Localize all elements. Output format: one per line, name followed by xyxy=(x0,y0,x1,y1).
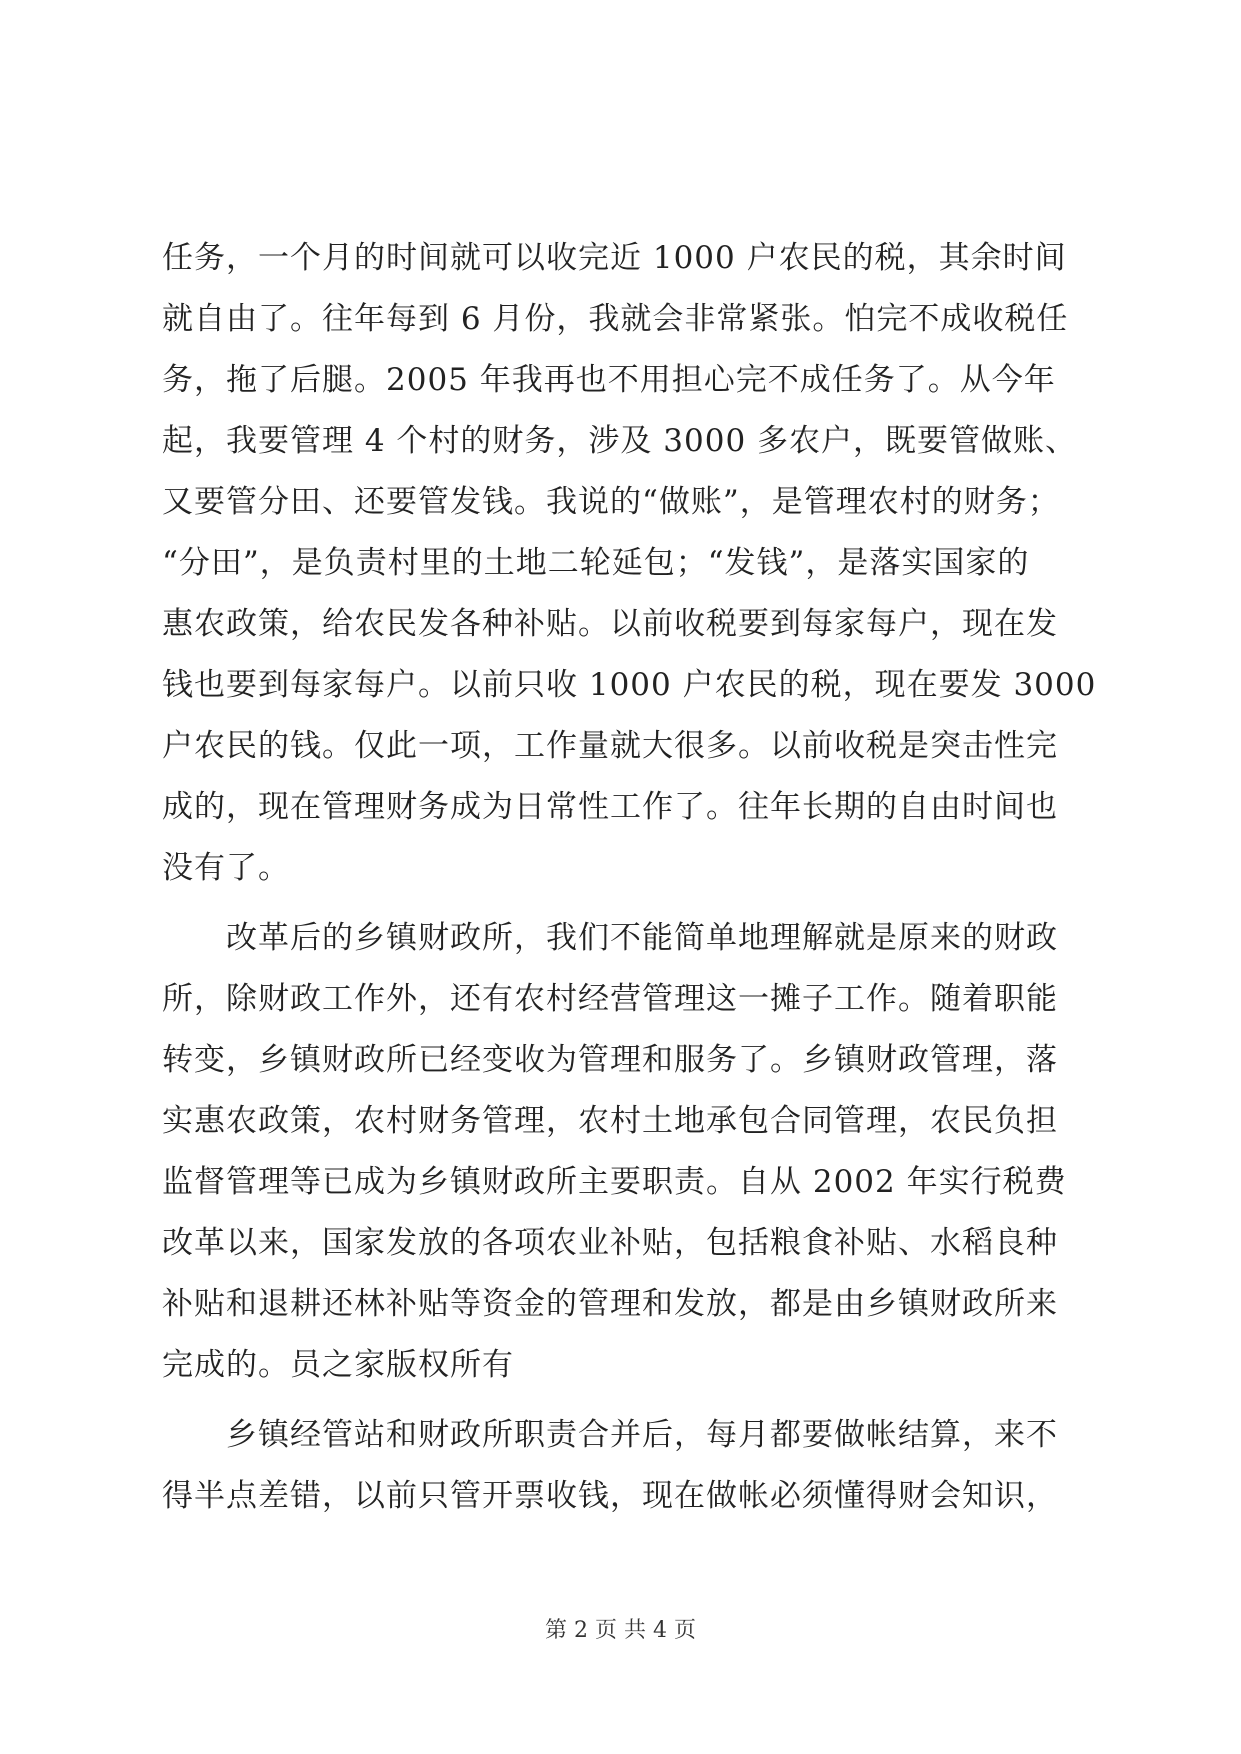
text-line: 户农民的钱。仅此一项，工作量就大很多。以前收税是突击性完 xyxy=(162,728,1058,764)
text-line: 监督管理等已成为乡镇财政所主要职责。自从 2002 年实行税费 xyxy=(162,1164,1067,1200)
page-number-label: 第 2 页 共 4 页 xyxy=(545,1618,696,1643)
text-line: 又要管分田、还要管发钱。我说的“做账”，是管理农村的财务； xyxy=(162,484,1060,520)
text-line: 惠农政策，给农民发各种补贴。以前收税要到每家每户，现在发 xyxy=(162,606,1058,642)
text-line: 改革以来，国家发放的各项农业补贴，包括粮食补贴、水稻良种 xyxy=(162,1225,1058,1261)
paragraph-2 xyxy=(162,908,1082,1396)
paragraph-spacing xyxy=(162,899,1082,908)
text-line: 钱也要到每家每户。以前只收 1000 户农民的税，现在要发 3000 xyxy=(162,667,1097,703)
text-line: 任务，一个月的时间就可以收完近 1000 户农民的税，其余时间 xyxy=(162,240,1067,276)
text-line: 转变，乡镇财政所已经变收为管理和服务了。乡镇财政管理，落 xyxy=(162,1042,1058,1078)
text-line: “分田”，是负责村里的土地二轮延包；“发钱”，是落实国家的 xyxy=(162,545,1030,581)
text-line: 务，拖了后腿。2005 年我再也不用担心完不成任务了。从今年 xyxy=(162,362,1056,398)
text-line: 补贴和退耕还林补贴等资金的管理和发放，都是由乡镇财政所来 xyxy=(162,1286,1058,1322)
text-line: 起，我要管理 4 个村的财务，涉及 3000 多农户，既要管做账、 xyxy=(162,423,1078,459)
text-line: 就自由了。往年每到 6 月份，我就会非常紧张。怕完不成收税任 xyxy=(162,301,1069,337)
text-line: 没有了。 xyxy=(162,850,290,886)
page-footer xyxy=(0,1613,1241,1644)
text-line: 改革后的乡镇财政所，我们不能简单地理解就是原来的财政 xyxy=(162,920,1058,956)
paragraph-spacing xyxy=(162,1396,1082,1405)
text-line: 成的，现在管理财务成为日常性工作了。往年长期的自由时间也 xyxy=(162,789,1058,825)
text-line: 实惠农政策，农村财务管理，农村土地承包合同管理，农民负担 xyxy=(162,1103,1058,1139)
text-line: 乡镇经管站和财政所职责合并后，每月都要做帐结算，来不 xyxy=(162,1417,1058,1453)
paragraph-3 xyxy=(162,1405,1082,1527)
text-line: 所，除财政工作外，还有农村经营管理这一摊子工作。随着职能 xyxy=(162,981,1058,1017)
text-line: 得半点差错，以前只管开票收钱，现在做帐必须懂得财会知识， xyxy=(162,1478,1058,1514)
body-text xyxy=(162,228,1097,1527)
paragraph-1 xyxy=(162,228,1097,899)
text-line: 完成的。员之家版权所有 xyxy=(162,1347,514,1383)
